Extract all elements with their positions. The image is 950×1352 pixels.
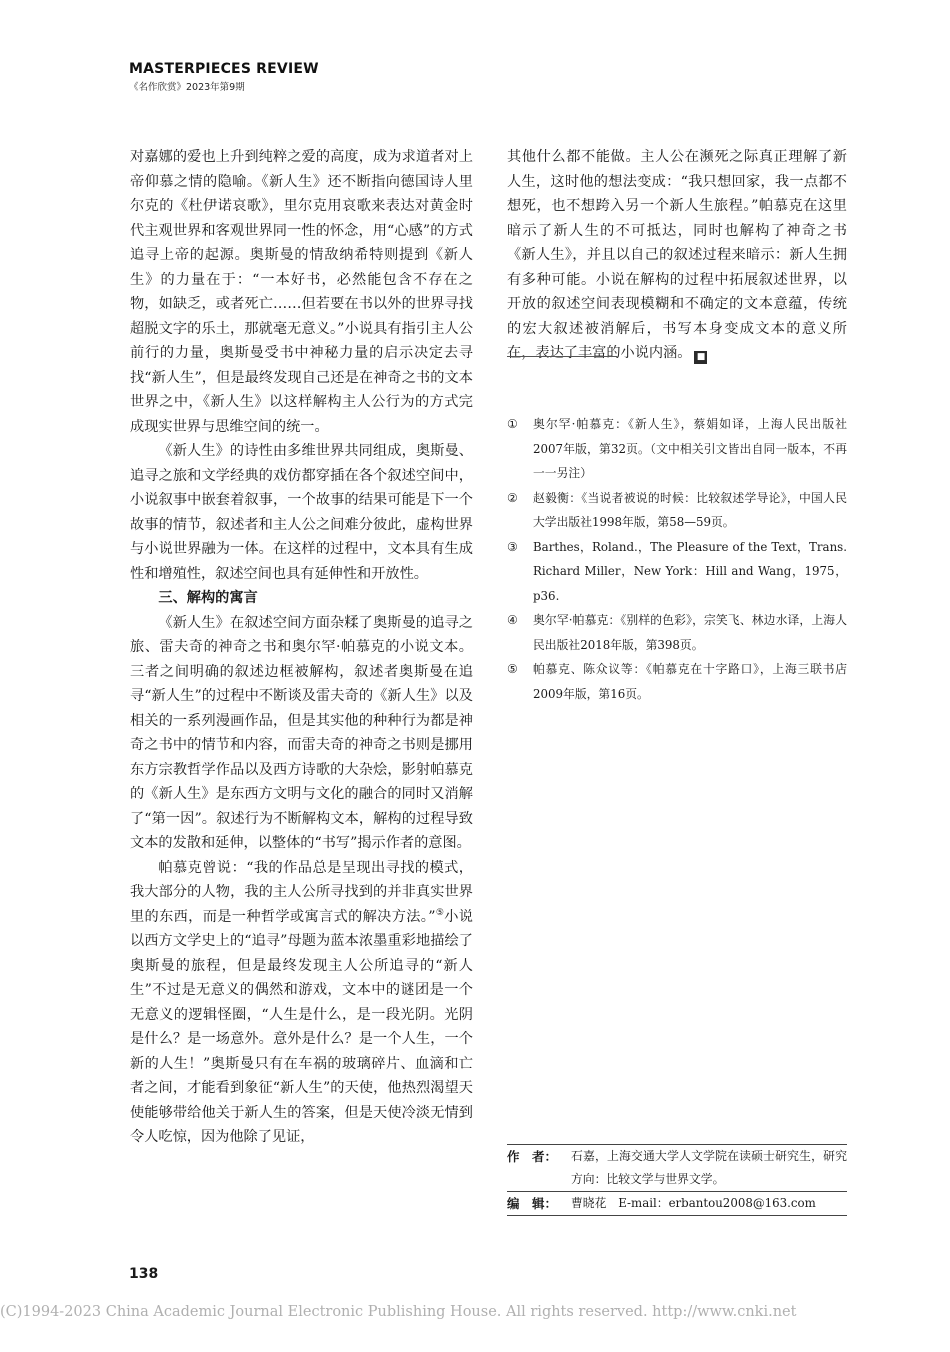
- paragraph: 《新人生》的诗性由多维世界共同组成，奥斯曼、追寻之旅和文学经典的戏仿都穿插在各个叙述空间中，小说叙事中嵌套着叙事，一个故事的结果可能是下一个故事的情节，叙述者和主人公之间难分彼此，虚构世界与小说世界融为一体。在这样的过程中，文本具有生成性和增殖性，叙述空间也具有延伸性和开放性。: [130, 443, 473, 582]
- end-mark-icon: ■: [694, 351, 707, 364]
- editor-label: 编 辑：: [507, 1196, 558, 1211]
- footnote-number: ③: [507, 539, 518, 554]
- footnotes: [507, 412, 847, 706]
- footnote-text: 赵毅衡：《当说者被说的时候：比较叙述学导论》，中国人民大学出版社1998年版，第58—59页。: [533, 490, 847, 529]
- editor-text: 曹晓花 E-mail：erbantou2008@163.com: [571, 1196, 816, 1210]
- footnote-text: 奥尔罕·帕慕克：《别样的色彩》，宗笑飞、林边水译，上海人民出版社2018年版，第398页。: [533, 613, 847, 652]
- footnote-item: [507, 486, 847, 535]
- copyright-text: (C)1994-2023 China Academic Journal Electronic Publishing House. All rights reserved. http://www.cnki.net: [0, 1304, 797, 1320]
- left-column: [130, 145, 473, 1150]
- author-text: 石嘉，上海交通大学人文学院在读硕士研究生，研究方向：比较文学与世界文学。: [571, 1149, 847, 1186]
- author-info-box: [507, 1144, 847, 1216]
- footnote-item: [507, 412, 847, 486]
- paragraph-part: 帕慕克曾说：“我的作品总是呈现出寻找的模式，我大部分的人物，我的主人公所寻找到的并非真实世界里的东西，而是一种哲学或寓言式的解决方法。”: [130, 859, 473, 925]
- copyright-watermark: [0, 1304, 950, 1320]
- footnote-number: ②: [507, 490, 518, 505]
- footnote-item: [507, 657, 847, 706]
- editor-row: [507, 1192, 847, 1215]
- footnote-text: 奥尔罕·帕慕克：《新人生》，蔡娟如译，上海人民出版社2007年版，第32页。（文中相关引文皆出自同一版本，不再一一另注）: [533, 417, 847, 480]
- journal-issue-cn: 《名作欣赏》2023年第9期: [129, 82, 245, 93]
- page-number: 138: [129, 1266, 159, 1282]
- author-row: [507, 1145, 847, 1192]
- journal-title-en: MASTERPIECES REVIEW: [129, 61, 319, 77]
- footnote-number: ⑤: [507, 662, 518, 676]
- footnote-item: [507, 608, 847, 657]
- paragraph-part: 小说以西方文学史上的“追寻”母题为蓝本浓墨重彩地描绘了奥斯曼的旅程，但是最终发现主人公所追寻的“新人生”不过是无意义的偶然和游戏，文本中的谜团是一个无意义的逻辑怪圈，“人生是什么，是一段光阴。光阴是什么？是一场意外。意外是什么？是一个人生，一个新的人生！”奥斯曼只有在车祸的玻璃碎片、血滴和亡者之间，才能看到象征“新人生”的天使，他热烈渴望天使能够带给他关于新人生的答案，但是天使冷淡无情到令人吃惊，因为他除了见证，: [130, 908, 473, 1145]
- paragraph: [507, 145, 847, 366]
- paragraph: [130, 856, 473, 1150]
- paragraph: 对嘉娜的爱也上升到纯粹之爱的高度，成为求道者对上帝仰慕之情的隐喻。《新人生》还不断指向德国诗人里尔克的《杜伊诺哀歌》，里尔克用哀歌来表达对黄金时代主观世界和客观世界同一性的怀念，用“心感”的方式追寻上帝的起源。奥斯曼的情敌纳希特则提到《新人生》的力量在于：“一本好书，必然能包含不存在之物，如缺乏，或者死亡……但若要在书以外的世界寻找超脱文字的乐土，那就毫无意义。”小说具有指引主人公前行的力量，奥斯曼受书中神秘力量的启示决定去寻找“新人生”，但是最终发现自己还是在神奇之书的文本世界之中，《新人生》以这样解构主人公行为的方式完成现实世界与思维空间的统一。: [130, 149, 473, 435]
- footnote-divider: [507, 356, 617, 357]
- footnote-item: [507, 535, 847, 609]
- section-heading: 三、解构的寓言: [158, 590, 258, 606]
- footnote-ref[interactable]: ⑤: [435, 907, 445, 918]
- author-label: 作 者：: [507, 1149, 558, 1164]
- footnote-text: 帕慕克、陈众议等：《帕慕克在十字路口》，上海三联书店2009年版，第16页。: [533, 662, 847, 701]
- paragraph-text: 其他什么都不能做。主人公在濒死之际真正理解了新人生，这时他的想法变成：“我只想回家，我一点都不想死，也不想跨入另一个新人生旅程。”帕慕克在这里暗示了新人生的不可抵达，同时也解构了神奇之书《新人生》，并且以自己的叙述过程来暗示：新人生拥有多种可能。小说在解构的过程中拓展叙述世界，以开放的叙述空间表现模糊和不确定的文本意蕴，传统的宏大叙述被消解后，书写本身变成文本的意义所在，表达了丰富的小说内涵。: [507, 149, 847, 361]
- footnote-text: Barthes，Roland.，The Pleasure of the Text，Trans. Richard Miller，New York：Hill and Wang，1975，p36.: [533, 539, 847, 603]
- paragraph: 《新人生》在叙述空间方面杂糅了奥斯曼的追寻之旅、雷夫奇的神奇之书和奥尔罕·帕慕克的小说文本。三者之间明确的叙述边框被解构，叙述者奥斯曼在追寻“新人生”的过程中不断谈及雷夫奇的《新人生》以及相关的一系列漫画作品，但是其实他的种种行为都是神奇之书中的情节和内容，而雷夫奇的神奇之书则是挪用东方宗教哲学作品以及西方诗歌的大杂烩，影射帕慕克的《新人生》是东西方文明与文化的融合的同时又消解了“第一因”。叙述行为不断解构文本，解构的过程导致文本的发散和延伸，以整体的“书写”揭示作者的意图。: [130, 614, 473, 851]
- footnote-number: ④: [507, 613, 518, 627]
- footnote-number: ①: [507, 417, 518, 431]
- right-column: [507, 145, 847, 366]
